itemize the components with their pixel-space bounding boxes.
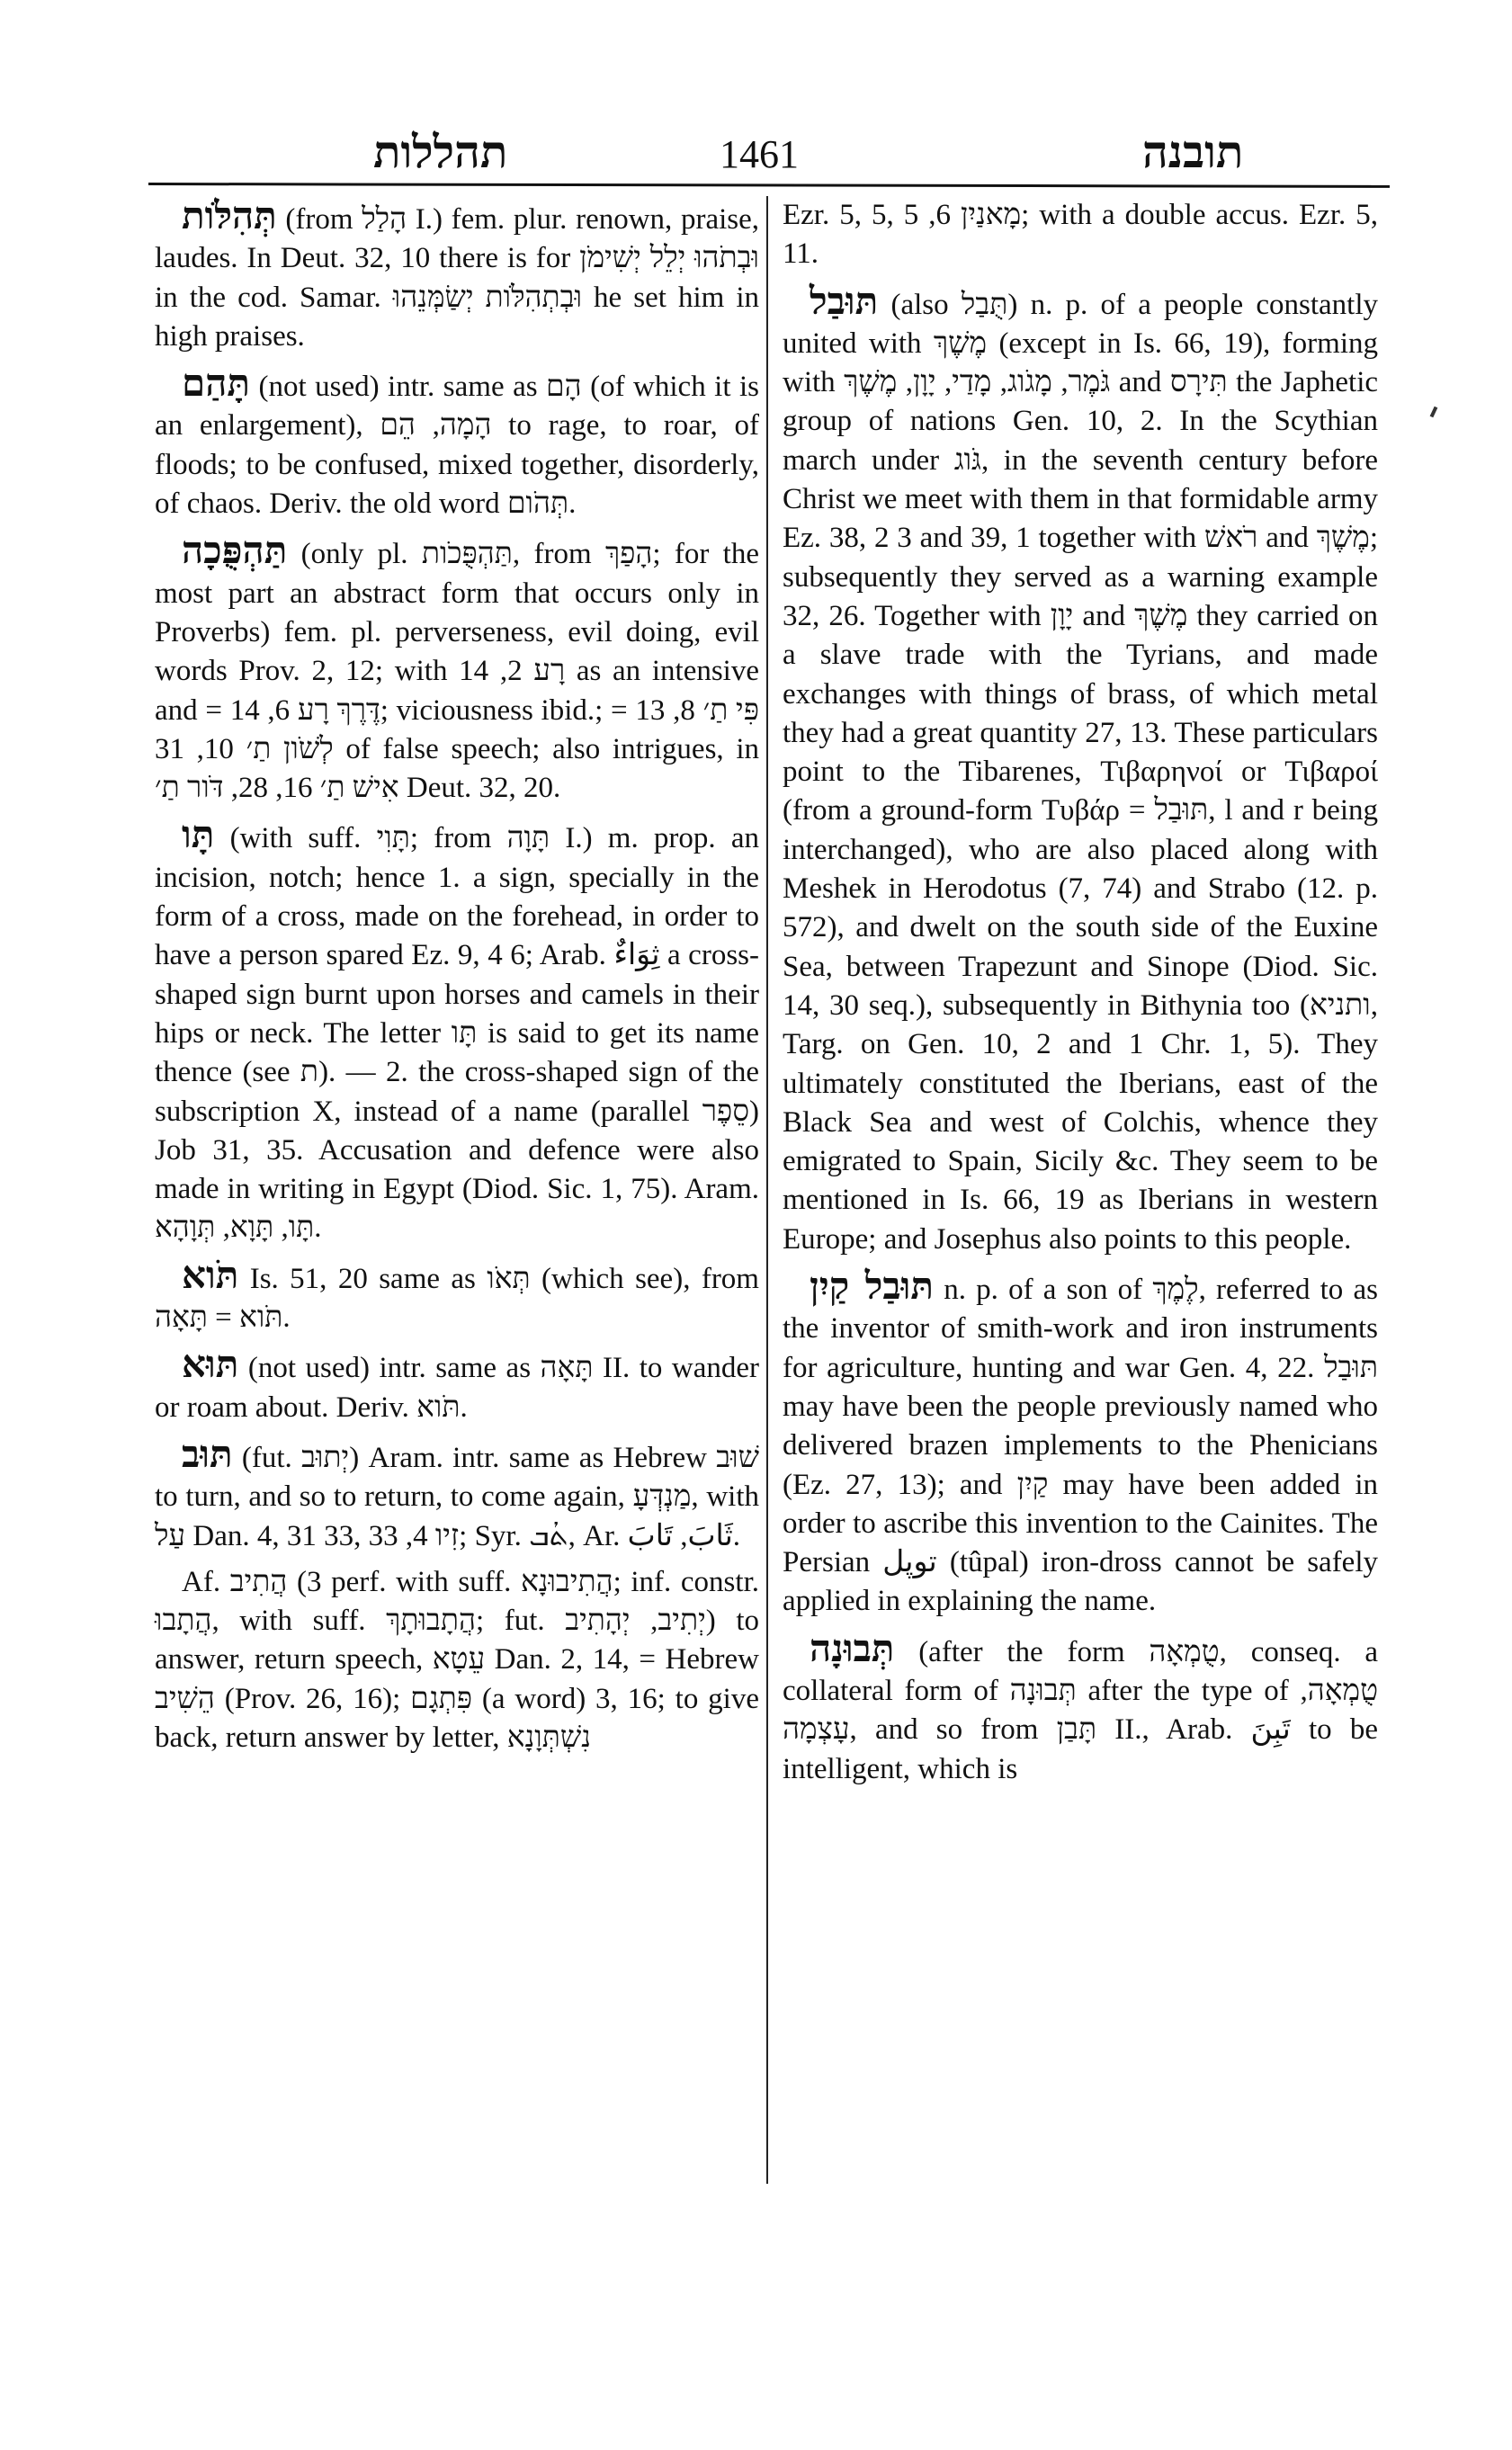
entry-tuv (155, 1431, 760, 1556)
headword: תּוּבַל (810, 278, 879, 323)
print-speck (1430, 407, 1438, 418)
headword: תְּבוּנָה (810, 1625, 895, 1670)
column-divider (766, 196, 768, 2184)
entry-tahpuka (155, 528, 759, 808)
entry-tav (155, 812, 759, 1247)
right-guide-word: תובנה (1142, 127, 1244, 177)
entry-body: (not used) intr. same as הָם (of which it is an enlargement), הָמָה, הֵם to rage, to roar, of floods; to be confused, mixed together, disorderly, of chaos. Deriv. the old word תְּהֹום. (155, 371, 760, 521)
running-header (144, 126, 1385, 180)
headword: תּוּבַל קַיִן (810, 1264, 935, 1309)
left-guide-word: תהללות (373, 127, 508, 177)
entry-body: (fut. יְתוּב) Aram. intr. same as Hebrew שׁוּב to turn, and so to return, to come again, מַנְדְּעָ, with עַל Dan. 4, 31 33, זִיו 4, 33; Syr. ܬܳܒ, Ar. ثَابَ, تَابَ. (155, 1441, 760, 1552)
entry-continuation (783, 196, 1378, 274)
entry-tubal (783, 278, 1379, 1259)
entry-to (155, 1252, 759, 1338)
entry-body: (with suff. תָּוִי; from תָּוָה I.) m. prop. an incision, notch; hence 1. a sign, specially in the form of a cross, made on the forehead, in order to have a person spared Ez. 9, 4 6; Arab. ثِوَاءٌ a cross-shaped sign burnt upon horses and camels in their hips or neck. The letter תָּו is said to get its name thence (see ת). — 2. the cross-shaped sign of the subscription X, instead of a name (parallel סֵפֶר) Job 31, 35. Accusation and defence were also made in writing in Egypt (Diod. Sic. 1, 75). Aram. תָּו, תָּוָא, תְּוָהָא. (155, 822, 759, 1245)
entry-body: (from הָלַל I.) fem. plur. renown, praise, laudes. In Deut. 32, 10 there is for וּבְתֹהוּ יְלֵל יְשִׁימֹן in the cod. Samar. וּבְתְהִלֹּות יְשַׂמְּנֵהוּ he set him in high praises. (155, 203, 759, 353)
entry-body: (only pl. תַּהְפֻּכֹות, from הָפַךְ; for the most part an abstract form that occurs only in Proverbs) fem. pl. perverseness, evil doing, evil words Prov. 2, 12; with רָע 2, 14 as an intensive and = דֶּרֶךְ רָע 6, 14; viciousness ibid.; פִּי תַ׳ 8, 13 = לְשֹׁון תַ׳ 10, 31 of false speech; also intrigues, in אִישׁ תַ׳ 16, 28, דֹּור תַ׳ Deut. 32, 20. (155, 538, 759, 805)
right-column (783, 196, 1378, 1796)
entry-tuv-afel (155, 1563, 759, 1757)
headword: תּוּא (182, 1342, 239, 1387)
headword: תַּהְפֻּכָה (182, 528, 288, 573)
entry-taham (155, 363, 759, 523)
entry-tu (155, 1342, 759, 1427)
entry-body: (after the form טֻמְאָה, conseq. a collateral form of תְּבוּנָה after the type of טֻמְאָה, עָצְמָה, and so from תָּבַן II., Arab. تَبِنَ to be intelligent, which is (783, 1635, 1379, 1785)
entry-body: (also תֻּבַל) n. p. of a people constantly united with מֶשֶׁךְ (except in Is. 66, 19), forming with גֹּמֶר, מָגֹוג, מָדַי, יָוָן, מֶשֶׁךְ and תִּירָס the Japhetic group of nations Gen. 10, 2. In the Scythian march under גֹּוג, in the seventh century before Christ we meet with them in that formidable army Ez. 38, 2 3 and 39, 1 together with רֹאשׁ and מֶשֶׁךְ; subsequently they served as a warning example 32, 26. Together with יָוָן and מֶשֶׁךְ they carried on a slave trade with the Tyrians, and made exchanges with things of brass, of which metal they had a great quantity 27, 13. These particulars point to the Tibarenes, Τιβαρηνοί or Τιβαροί (from a ground-form Τυβάρ = תּוּבַל, l and r being interchanged), who are also placed along with Meshek in Herodotus (7, 74) and Strabo (12. p. 572), and dwelt on the south side of the Euxine Sea, between Trapezunt and Sinope (Diod. Sic. 14, 30 seq.), subsequently in Bithynia too (ותניא, Targ. on Gen. 10, 2 and 1 Chr. 1, 5). They ultimately constituted the Iberians, east of the Black Sea and west of Colchis, whence they emigrated to Spain, Sicily &c. They seem to be mentioned in Is. 66, 19 as Iberians in western Europe; and Josephus also points to this people. (783, 288, 1379, 1256)
entry-body: Ezr. 5, 5, מָאנַיִן 6, 5; with a double accus. Ezr. 5, 11. (783, 199, 1378, 271)
entry-body: n. p. of a son of לֶמֶךְ, referred to as the inventor of smith-work and iron instruments for agriculture, hunting and war Gen. 4, 22. תּוּבַל may have been the people previously named who delivered brazen implements to the Phenicians (Ez. 27, 13); and קַיִן may have been added in order to ascribe this invention to the Cainites. The Persian توپل (tûpal) iron-dross cannot be safely applied in explaining the name. (783, 1274, 1379, 1618)
headword: תָּו (182, 812, 215, 857)
entry-body: Af. הֲתִיב (3 perf. with suff. הֲתִיבוּנָא; inf. constr. הֲתָבוּ, with suff. הֲתָבוּתָךְ; fut. יְתִיב, יְהָתִיב) to answer, return speech, עֵטָא Dan. 2, 14, = Hebrew הֵשִׁיב (Prov. 26, 16); פִּתְגָם (a word) 3, 16; to give back, return answer by letter, נִשְׁתְּוָנָא (155, 1565, 759, 1754)
entry-tubal-kayin (783, 1266, 1378, 1622)
left-column (155, 193, 760, 1765)
headword: תֹּוא (182, 1252, 239, 1297)
entry-body: (not used) intr. same as תָּאָה II. to wander or roam about. Deriv. תֹּוא. (155, 1352, 759, 1424)
entry-tevuna (783, 1625, 1379, 1789)
header-rule (148, 183, 1390, 188)
page-number: 1461 (720, 132, 799, 176)
headword: תָּהַם (182, 361, 250, 406)
headword: תּוּב (182, 1431, 233, 1476)
entry-tehillot (155, 193, 759, 356)
headword: תְּהִלֹּות (182, 193, 277, 237)
entry-body: Is. 51, 20 same as תְּאֹו (which see), from תֹּוא = תָּאָה. (155, 1262, 759, 1335)
